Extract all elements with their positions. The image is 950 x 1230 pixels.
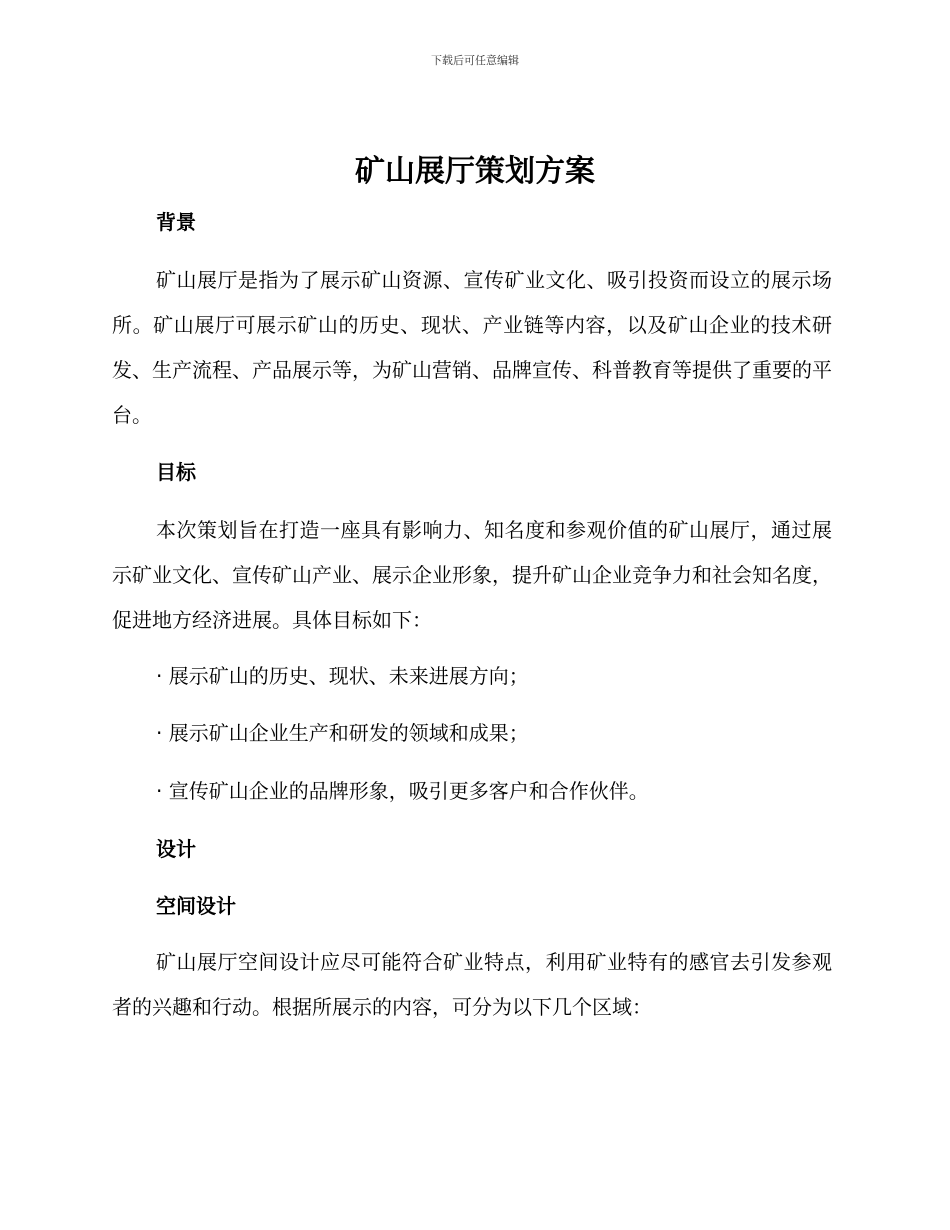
subsection-heading-space-design: 空间设计 — [156, 894, 236, 918]
goal-bullet-2: · 展示矿山企业生产和研发的领域和成果； — [156, 721, 529, 745]
design-paragraph: 矿山展厅空间设计应尽可能符合矿业特点，利用矿业特有的感官去引发参观者的兴趣和行动。根据所展示的内容，可分为以下几个区域： — [112, 950, 832, 1019]
goal-paragraph: 本次策划旨在打造一座具有影响力、知名度和参观价值的矿山展厅，通过展示矿业文化、宣传矿山产业、展示企业形象，提升矿山企业竞争力和社会知名度，促进地方经济进展。具体目标如下： — [112, 518, 832, 632]
section-heading-background: 背景 — [156, 210, 196, 234]
section-heading-goal: 目标 — [156, 460, 196, 484]
page-header-note: 下载后可任意编辑 — [431, 54, 519, 67]
document-title: 矿山展厅策划方案 — [355, 154, 595, 189]
section-heading-design: 设计 — [156, 837, 196, 861]
goal-bullet-3: · 宣传矿山企业的品牌形象，吸引更多客户和合作伙伴。 — [156, 779, 649, 803]
background-paragraph: 矿山展厅是指为了展示矿山资源、宣传矿业文化、吸引投资而设立的展示场所。矿山展厅可展示矿山的历史、现状、产业链等内容，以及矿山企业的技术研发、生产流程、产品展示等，为矿山营销、品牌宣传、科普教育等提供了重要的平台。 — [112, 268, 832, 427]
goal-bullet-1: · 展示矿山的历史、现状、未来进展方向； — [156, 664, 529, 688]
